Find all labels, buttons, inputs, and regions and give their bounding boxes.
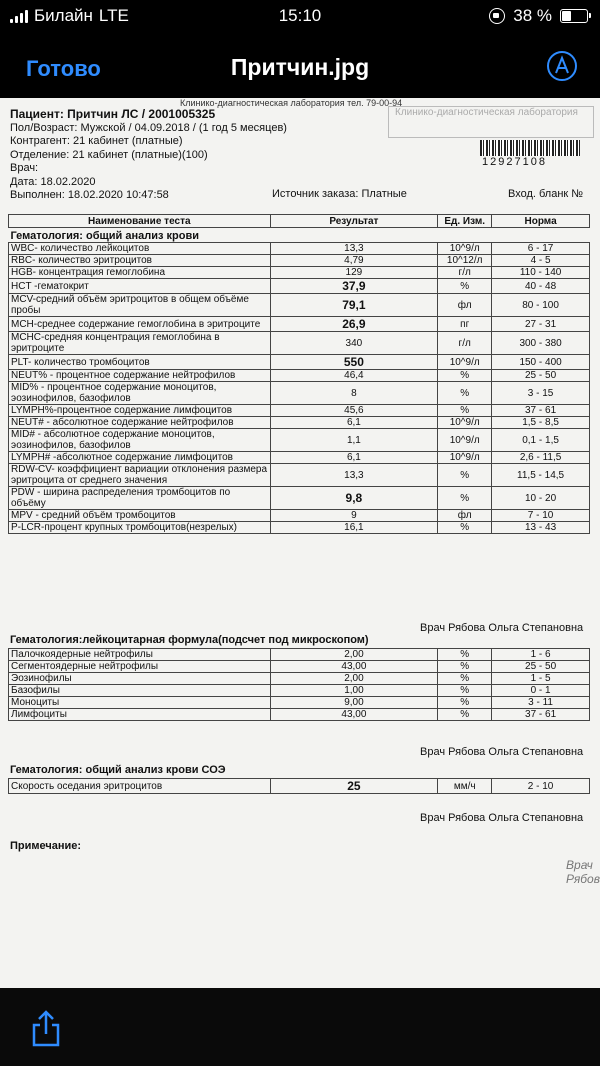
section-title: Гематология: общий анализ крови СОЭ [10,764,226,776]
file-title: Притчин.jpg [230,54,370,80]
network-type: LTE [98,6,129,25]
battery-fill [562,11,571,21]
test-name: Эозинофилы [9,673,271,685]
test-result: 9,8 [270,487,438,510]
share-icon[interactable] [28,1008,64,1048]
table-row [9,487,590,510]
doctor-signature: Врач Рябова Ольга Степановна [420,622,584,634]
order-source: Источник заказа: Платные [272,188,407,200]
test-name: PLT- количество тромбоцитов [9,355,271,370]
nav-bar [0,34,600,98]
table-row [9,355,590,370]
date-line: Дата: 18.02.2020 [10,175,96,188]
test-result: 129 [270,267,438,279]
test-name: Палочкоядерные нейтрофилы [9,649,271,661]
test-norm: 27 - 31 [492,317,590,332]
test-norm: 0 - 1 [492,685,590,697]
test-result: 550 [270,355,438,370]
test-norm: 300 - 380 [492,332,590,355]
table-row [9,267,590,279]
table-row [9,522,590,534]
test-unit: 10^9/л [438,429,492,452]
test-result: 26,9 [270,317,438,332]
test-name: Лимфоциты [9,709,271,721]
test-result: 43,00 [270,661,438,673]
test-unit: г/л [438,332,492,355]
test-norm: 25 - 50 [492,370,590,382]
table-row [9,405,590,417]
test-result: 9,00 [270,697,438,709]
test-norm: 37 - 61 [492,405,590,417]
test-result: 2,00 [270,673,438,685]
table-row [9,673,590,685]
table-row [9,279,590,294]
table-row [9,697,590,709]
table-row [9,243,590,255]
test-result: 16,1 [270,522,438,534]
test-unit: % [438,279,492,294]
test-unit: % [438,673,492,685]
test-name: LYMPH# -абсолютное содержание лимфоцитов [9,452,271,464]
test-result: 6,1 [270,452,438,464]
test-norm: 1,5 - 8,5 [492,417,590,429]
test-result: 79,1 [270,294,438,317]
test-unit: фл [438,510,492,522]
test-unit: % [438,370,492,382]
test-norm: 0,1 - 1,5 [492,429,590,452]
table-row [9,255,590,267]
esr-table [8,778,590,794]
battery-icon [560,9,588,23]
table-row [9,294,590,317]
test-name: RDW-CV- коэффициент вариации отклонения размера эритроцита от среднего значения [9,464,271,487]
test-unit: % [438,405,492,417]
clock: 15:10 [278,6,322,25]
test-norm: 10 - 20 [492,487,590,510]
test-norm: 4 - 5 [492,255,590,267]
test-unit: 10^9/л [438,355,492,370]
test-result: 13,3 [270,243,438,255]
col-result: Результат [270,215,438,228]
table-row [9,382,590,405]
test-unit: % [438,522,492,534]
section-title: Гематология: общий анализ крови [10,230,199,242]
table-row [9,510,590,522]
table-row [9,370,590,382]
table-header [9,215,590,228]
test-result: 13,3 [270,464,438,487]
test-norm: 13 - 43 [492,522,590,534]
patient-name: Пациент: Притчин ЛС / 2001005325 [10,107,216,121]
table-row [9,685,590,697]
table-row [9,452,590,464]
test-norm: 40 - 48 [492,279,590,294]
test-name: NEUT% - процентное содержание нейтрофилов [9,370,271,382]
test-result: 2,00 [270,649,438,661]
test-unit: % [438,382,492,405]
test-result: 37,9 [270,279,438,294]
document-image [0,98,600,988]
test-name: MCV-средний объём эритроцитов в общем объёме пробы [9,294,271,317]
test-result: 6,1 [270,417,438,429]
done-button[interactable]: Готово [26,56,101,81]
test-name: LYMPH%-процентное содержание лимфоцитов [9,405,271,417]
table-row [9,661,590,673]
test-unit: 10^9/л [438,417,492,429]
test-norm: 3 - 11 [492,697,590,709]
test-name: HGB- концентрация гемоглобина [9,267,271,279]
section-title: Гематология:лейкоцитарная формула(подсчет под микроскопом) [10,634,369,646]
test-norm: 6 - 17 [492,243,590,255]
test-unit: % [438,685,492,697]
test-name: RBC- количество эритроцитов [9,255,271,267]
table-row [9,332,590,355]
test-unit: мм/ч [438,779,492,794]
table-row [9,417,590,429]
test-name: Сегментоядерные нейтрофилы [9,661,271,673]
test-name: MID% - процентное содержание моноцитов, эозинофилов, базофилов [9,382,271,405]
test-norm: 1 - 5 [492,673,590,685]
test-unit: % [438,709,492,721]
test-norm: 1 - 6 [492,649,590,661]
test-norm: 37 - 61 [492,709,590,721]
lab-header: Клинико-диагностическая лаборатория тел. 79-00-94 [180,98,403,108]
test-name: MID# - абсолютное содержание моноцитов, эозинофилов, базофилов [9,429,271,452]
test-result: 25 [270,779,438,794]
test-unit: % [438,487,492,510]
lab-stamp: Клинико-диагностическая лаборатория [388,106,594,138]
table-row [9,464,590,487]
table-row [9,649,590,661]
status-right [489,6,588,26]
doctor-signature: Врач Рябова Ольга Степановна [420,812,584,824]
test-norm: 150 - 400 [492,355,590,370]
test-name: Скорость оседания эритроцитов [9,779,271,794]
doctor-signature: Врач Рябова Ольга Степановна [420,746,584,758]
test-norm: 11,5 - 14,5 [492,464,590,487]
test-unit: 10^12/л [438,255,492,267]
test-norm: 2,6 - 11,5 [492,452,590,464]
signature-word: Рябов [566,872,600,886]
test-name: Моноциты [9,697,271,709]
contragent: Контрагент: 21 кабинет (платные) [10,135,183,147]
test-result: 46,4 [270,370,438,382]
test-result: 4,79 [270,255,438,267]
test-result: 340 [270,332,438,355]
test-unit: 10^9/л [438,452,492,464]
sex-age: Пол/Возраст: Мужской / 04.09.2018 / (1 год 5 месяцев) [10,121,287,134]
note-label: Примечание: [10,840,82,852]
test-name: HCT -гематокрит [9,279,271,294]
test-result: 1,00 [270,685,438,697]
rotation-lock-icon [489,8,505,24]
test-unit: фл [438,294,492,317]
test-unit: % [438,649,492,661]
carrier-name: Билайн [34,6,93,25]
bottom-toolbar [0,988,600,1066]
test-norm: 25 - 50 [492,661,590,673]
results-table [8,214,590,534]
leukocyte-table [8,648,590,721]
test-result: 9 [270,510,438,522]
test-name: MCH-среднее содержание гемоглобина в эритроците [9,317,271,332]
form-number: Вход. бланк № [508,188,584,200]
test-norm: 80 - 100 [492,294,590,317]
handwritten-signature [566,858,600,886]
doctor-line: Врач: [10,162,39,174]
test-unit: пг [438,317,492,332]
signature-word: Врач [566,858,593,872]
test-result: 45,6 [270,405,438,417]
test-norm: 3 - 15 [492,382,590,405]
department: Отделение: 21 кабинет (платные)(100) [10,148,208,161]
test-unit: % [438,661,492,673]
test-result: 43,00 [270,709,438,721]
done-line: Выполнен: 18.02.2020 10:47:58 [10,189,169,201]
test-name: P-LCR-процент крупных тромбоцитов(незрелых) [9,522,271,534]
test-norm: 7 - 10 [492,510,590,522]
test-name: PDW - ширина распределения тромбоцитов по объёму [9,487,271,510]
table-row [9,779,590,794]
test-unit: % [438,697,492,709]
test-unit: 10^9/л [438,243,492,255]
col-norm: Норма [492,215,590,228]
test-name: NEUT# - абсолютное содержание нейтрофилов [9,417,271,429]
test-norm: 2 - 10 [492,779,590,794]
table-row [9,709,590,721]
col-unit: Ед. Изм. [438,215,492,228]
test-name: MCHC-средняя концентрация гемоглобина в эритроците [9,332,271,355]
table-row [9,317,590,332]
test-result: 1,1 [270,429,438,452]
patient-header [10,108,287,203]
battery-percent: 38 % [513,6,552,25]
test-name: Базофилы [9,685,271,697]
test-norm: 110 - 140 [492,267,590,279]
markup-icon[interactable] [546,50,578,82]
status-bar [0,0,600,34]
test-unit: г/л [438,267,492,279]
col-test: Наименование теста [9,215,271,228]
barcode [480,140,580,156]
test-unit: % [438,464,492,487]
test-name: WBC- количество лейкоцитов [9,243,271,255]
test-result: 8 [270,382,438,405]
table-row [9,429,590,452]
barcode-number: 12927108 [482,156,547,168]
test-name: MPV - средний объём тромбоцитов [9,510,271,522]
